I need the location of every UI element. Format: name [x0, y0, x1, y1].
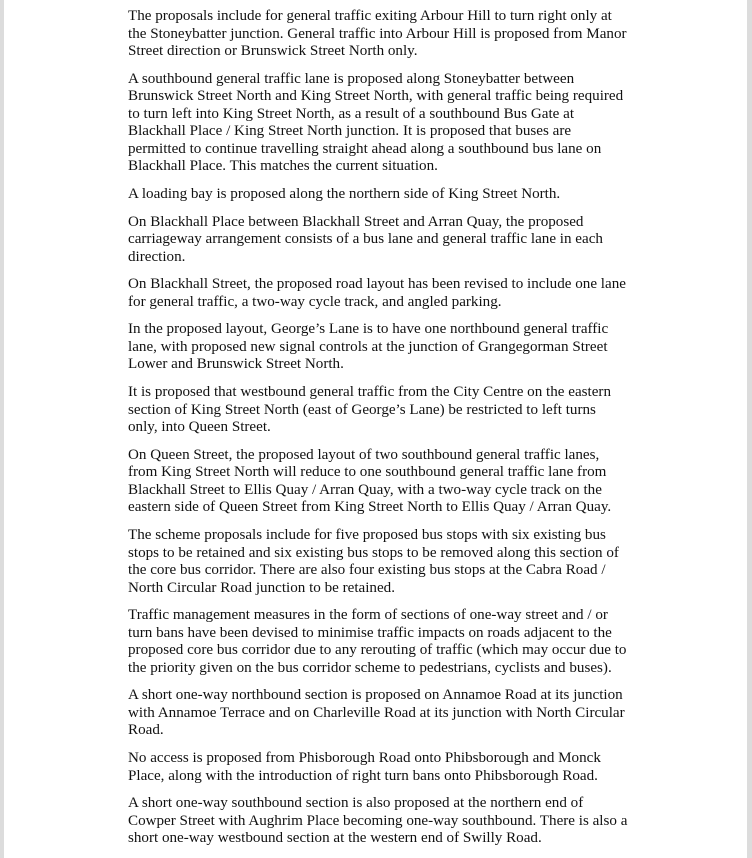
- paragraph-arbour-hill: The proposals include for general traffic exiting Arbour Hill to turn right only at the Stoneybatter junction. General traffic into Arbour Hill is proposed from Manor Street direction or Brunswick Street North only.: [128, 8, 627, 59]
- paragraph-bus-stops: The scheme proposals include for five proposed bus stops with six existing bus stops to be retained and six existing bus stops to be removed along this section of the core bus corridor. There are also four existing bus stops at the Cabra Road / North Circular Road junction to be retained.: [128, 527, 619, 596]
- paragraph-blackhall-street: On Blackhall Street, the proposed road layout has been revised to include one lane for general traffic, a two-way cycle track, and angled parking.: [128, 276, 626, 310]
- page-body: [128, 8, 628, 858]
- paragraph-queen-street: On Queen Street, the proposed layout of two southbound general traffic lanes, from King Street North will reduce to one southbound general traffic lane from Blackhall Street to Ellis Quay / Arran Quay, with a two-way cycle track on the eastern side of Queen Street from King Street North to Ellis Quay / Arran Quay.: [128, 446, 612, 516]
- document-page: [4, 0, 747, 858]
- paragraph-georges-lane: In the proposed layout, George’s Lane is to have one northbound general traffic lane, with proposed new signal controls at the junction of Grangegorman Street Lower and Brunswick Street North.: [128, 321, 609, 373]
- paragraph-traffic-management: Traffic management measures in the form of sections of one-way street and / or turn bans have been devised to minimise traffic impacts on roads adjacent to the proposed core bus corridor due to any rerouting of traffic (which may occur due to the priority given on the bus corridor scheme to pedestrians, cyclists and buses).: [128, 607, 627, 676]
- paragraph-stoneybatter-southbound: A southbound general traffic lane is proposed along Stoneybatter between Brunswick Street North and King Street North, with general traffic being required to turn left into King Street North, as a result of a southbound Bus Gate at Blackhall Place / King Street North junction. It is proposed that buses are permitted to continue travelling straight ahead along a southbound bus lane on Blackhall Place. This matches the current situation.: [128, 70, 624, 175]
- paragraph-loading-bay: A loading bay is proposed along the northern side of King Street North.: [128, 185, 561, 202]
- paragraph-blackhall-place: On Blackhall Place between Blackhall Street and Arran Quay, the proposed carriageway arrangement consists of a bus lane and general traffic lane in each direction.: [128, 213, 603, 265]
- paragraph-phibsborough: No access is proposed from Phisborough Road onto Phibsborough and Monck Place, along with the introduction of right turn bans onto Phibsborough Road.: [128, 750, 601, 784]
- paragraph-king-street-westbound: It is proposed that westbound general traffic from the City Centre on the eastern section of King Street North (east of George’s Lane) be restricted to left turns only, into Queen Street.: [128, 384, 611, 436]
- paragraph-annamoe-road: A short one-way northbound section is proposed on Annamoe Road at its junction with Annamoe Terrace and on Charleville Road at its junction with North Circular Road.: [128, 687, 625, 739]
- paragraph-cowper-street: A short one-way southbound section is also proposed at the northern end of Cowper Street with Aughrim Place becoming one-way southbound. There is also a short one-way westbound section at the western end of Swilly Road.: [128, 795, 628, 847]
